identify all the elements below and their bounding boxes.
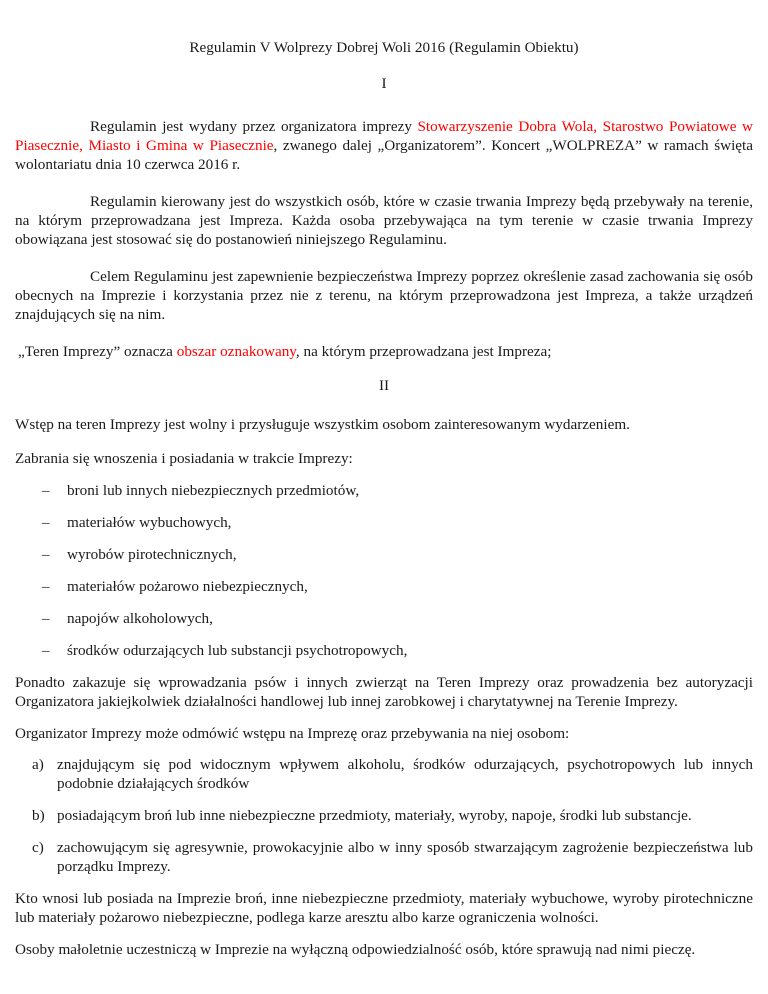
paragraph-area-definition — [15, 342, 753, 361]
paragraph-organizer-lead: Regulamin jest wydany przez organizatora imprezy — [90, 118, 418, 135]
dash-bullet: – — [42, 578, 50, 595]
list-item-text: materiałów pożarowo niebezpiecznych, — [67, 578, 308, 595]
paragraph-animals-trade: Ponadto zakazuje się wprowadzania psów i innych zwierząt na Teren Imprezy oraz prowadzenia bez autoryzacji Organizatora jakiejkolwiek działalności handlowej lub innej zarobkowej i charytatywnej na Terenie Imprezy. — [15, 674, 753, 710]
dash-bullet: – — [42, 642, 50, 659]
area-definition-lead: „Teren Imprezy” oznacza — [18, 343, 177, 360]
paragraph-penalty: Kto wnosi lub posiada na Imprezie broń, inne niebezpieczne przedmioty, materiały wybuchowe, wyroby pirotechniczne lub materiały pożarowo niebezpieczne, podlega karze aresztu albo karze ograniczenia wolności. — [15, 890, 753, 926]
paragraph-prohibited-intro: Zabrania się wnoszenia i posiadania w trakcie Imprezy: — [15, 450, 353, 467]
document-page — [15, 0, 753, 959]
list-item — [32, 838, 753, 876]
paragraph-organizer — [15, 117, 753, 174]
section-number-1: I — [381, 75, 387, 92]
list-item-text: broni lub innych niebezpiecznych przedmiotów, — [67, 482, 360, 499]
dash-bullet: – — [42, 546, 50, 563]
list-item-text: środków odurzających lub substancji psychotropowych, — [67, 642, 408, 659]
list-item-text: znajdującym się pod widocznym wpływem alkoholu, środków odurzających, psychotropowych lub innych podobnie działających środków — [57, 756, 753, 792]
list-item — [42, 481, 753, 500]
paragraph-entry: Wstęp na teren Imprezy jest wolny i przysługuje wszystkim osobom zainteresowanym wydarzeniem. — [15, 416, 630, 433]
list-item-text: zachowującym się agresywnie, prowokacyjnie albo w inny sposób stwarzającym zagrożenie bezpieczeństwa lub porządku Imprezy. — [57, 839, 753, 875]
paragraph-minors: Osoby małoletnie uczestniczą w Imprezie na wyłączną odpowiedzialność osób, które sprawują nad nimi pieczę. — [15, 941, 696, 958]
paragraph-purpose: Celem Regulaminu jest zapewnienie bezpieczeństwa Imprezy poprzez określenie zasad zachowania się osób obecnych na Imprezie i korzystania przez nie z terenu, na którym przeprowadzona jest Impreza, a także urządzeń znajdujących się na nim. — [15, 268, 753, 323]
paragraph-organizer-tail: , zwanego dalej „Organizatorem”. Koncert „WOLPREZA” w ramach święta wolontariatu dnia 10 czerwca 2016 r. — [15, 137, 753, 173]
list-item-text: posiadającym broń lub inne niebezpieczne przedmioty, materiały, wyroby, napoje, środki lub substancje. — [57, 807, 692, 824]
section-number-2: II — [378, 377, 390, 394]
list-item-marker: c) — [32, 839, 44, 856]
dash-bullet: – — [42, 610, 50, 627]
refusal-items-list — [15, 755, 753, 876]
list-item — [32, 755, 753, 793]
paragraph-scope: Regulamin kierowany jest do wszystkich osób, które w czasie trwania Imprezy będą przebywały na terenie, na którym przeprowadzana jest Impreza. Każda osoba przebywająca na tym terenie w czasie trwania Imprezy obowiązana jest stosować się do postanowień niniejszego Regulaminu. — [15, 193, 753, 248]
paragraph-refusal-intro: Organizator Imprezy może odmówić wstępu na Imprezę oraz przebywania na niej osobom: — [15, 725, 570, 742]
organizer-names-highlight: Stowarzyszenie Dobra Wola, Starostwo Powiatowe w Piasecznie, Miasto i Gmina w Piasecznie — [15, 118, 753, 154]
area-definition-tail: , na którym przeprowadzana jest Impreza; — [295, 343, 552, 360]
list-item-text: materiałów wybuchowych, — [67, 514, 232, 531]
list-item-text: wyrobów pirotechnicznych, — [67, 546, 237, 563]
list-item — [42, 641, 753, 660]
marked-area-highlight: obszar oznakowany — [176, 343, 296, 360]
prohibited-items-list — [15, 481, 753, 660]
list-item — [42, 545, 753, 564]
list-item-marker: b) — [32, 807, 45, 824]
list-item-text: napojów alkoholowych, — [67, 610, 213, 627]
list-item — [42, 577, 753, 596]
list-item — [42, 609, 753, 628]
list-item — [32, 806, 753, 825]
list-item-marker: a) — [32, 756, 44, 773]
document-title: Regulamin V Wolprezy Dobrej Woli 2016 (Regulamin Obiektu) — [189, 39, 579, 56]
list-item — [42, 513, 753, 532]
dash-bullet: – — [42, 514, 50, 531]
dash-bullet: – — [42, 482, 50, 499]
